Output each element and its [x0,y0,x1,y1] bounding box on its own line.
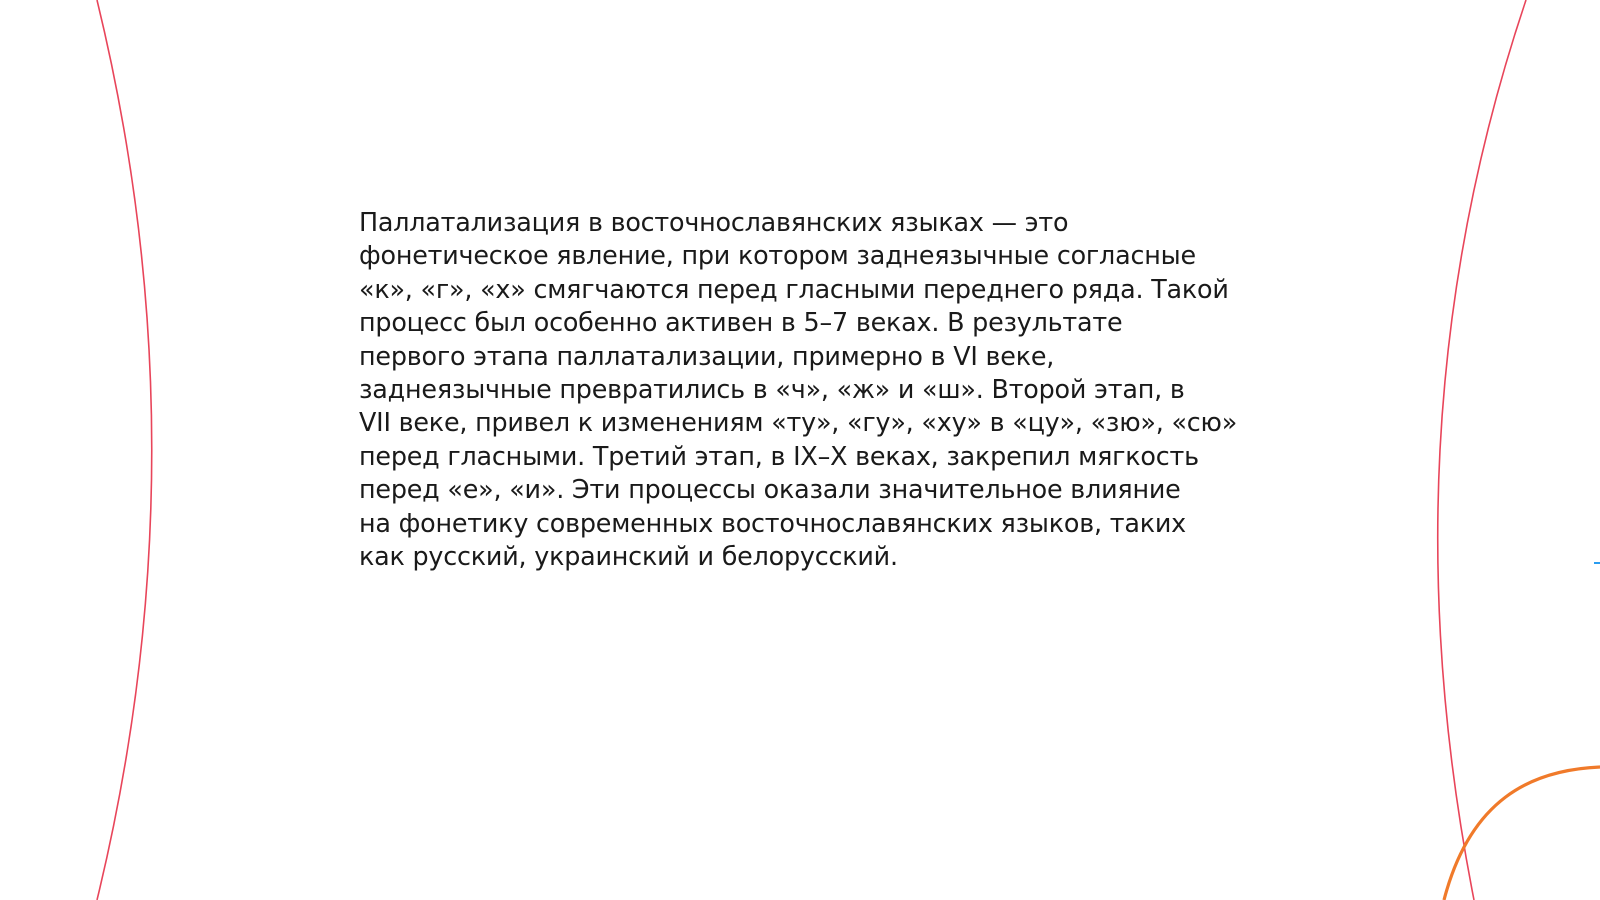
left-arc-line [97,0,152,900]
paragraph-line: процесс был особенно активен в 5–7 веках. В результате [359,307,1123,338]
right-arc-line [1438,0,1526,900]
paragraph-line: первого этапа паллатализации, примерно в VI веке, [359,340,1055,371]
paragraph-line: перед гласными. Третий этап, в IX–X веках, закрепил мягкость [359,440,1199,471]
paragraph-line: как русский, украинский и белорусский. [359,541,898,572]
body-paragraph [359,206,1259,573]
orange-circle-outline [1444,767,1600,900]
paragraph-line: VII веке, привел к изменениям «ту», «гу», «ху» в «цу», «зю», «сю» [359,407,1238,438]
paragraph-line: перед «е», «и». Эти процессы оказали значительное влияние [359,474,1181,505]
paragraph-line: фонетическое явление, при котором заднеязычные согласные [359,240,1196,271]
paragraph-line: «к», «г», «х» смягчаются перед гласными переднего ряда. Такой [359,273,1229,304]
paragraph-line: на фонетику современных восточнославянских языков, таких [359,507,1186,538]
paragraph-line: Паллатализация в восточнославянских языках — это [359,207,1069,237]
paragraph-line: заднеязычные превратились в «ч», «ж» и «ш». Второй этап, в [359,374,1185,405]
